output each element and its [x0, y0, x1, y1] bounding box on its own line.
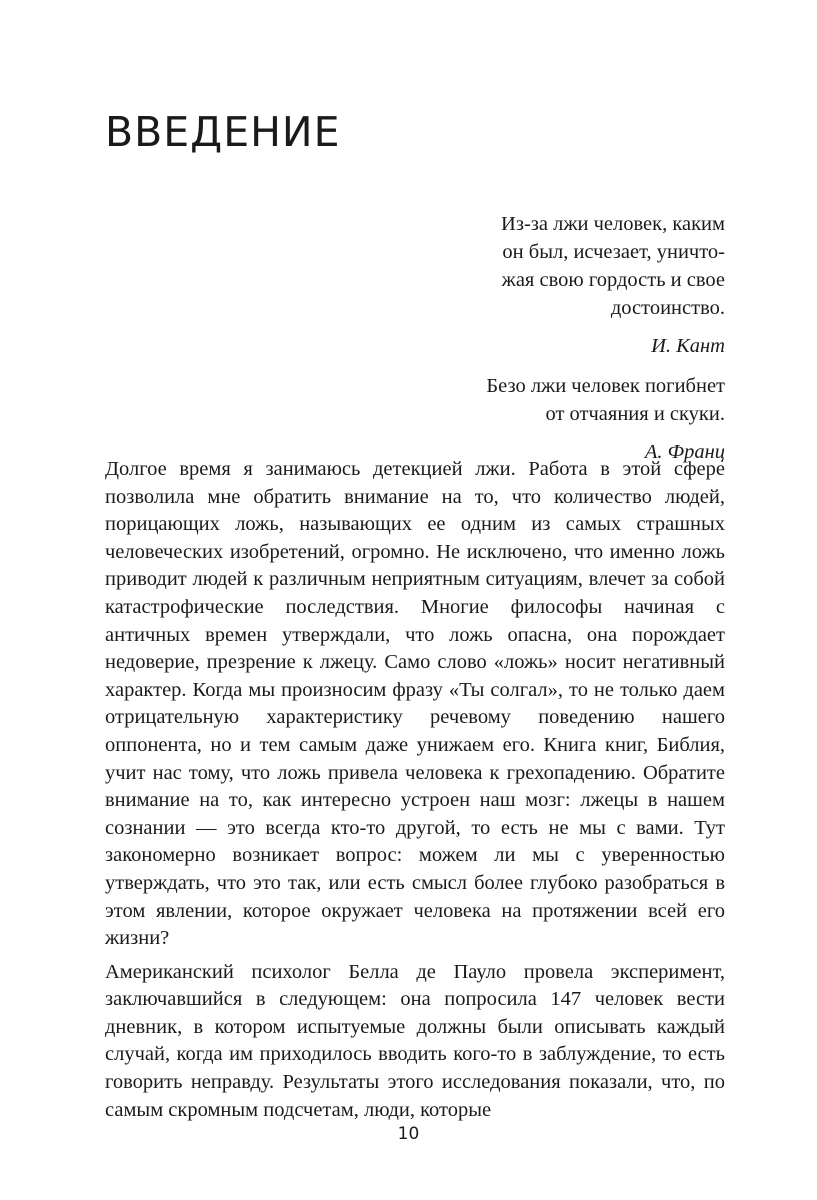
epigraphs: [105, 210, 725, 478]
body-text: [105, 456, 725, 1130]
epigraph-author-kant: И. Кант: [651, 335, 725, 357]
page-number: 10: [397, 1124, 420, 1144]
epigraph-quote-kant: Из-за лжи человек, каким он был, исчезает, уничто- жая свою гордость и свое достоинство.: [501, 213, 725, 319]
epigraph-quote-frants: Безо лжи человек погибнет от отчаяния и скуки.: [486, 375, 725, 425]
chapter-title: ВВЕДЕНИЕ: [105, 108, 341, 156]
paragraph-2: Американский психолог Белла де Пауло провела эксперимент, заключавшийся в следующем: она попросила 147 человек вести дневник, в котором испытуемые должны были описывать каждый случай, когда им приходилось вводить кого-то в заблуждение, то есть говорить неправду. Результаты этого исследования показали, что, по самым скромным подсчетам, люди, которые: [105, 960, 725, 1121]
paragraph-1: Долгое время я занимаюсь детекцией лжи. Работа в этой сфере позволила мне обратить внимание на то, что количество людей, порицающих ложь, называющих ее одним из самых страшных человеческих изобретений, огромно. Не исключено, что именно ложь приводит людей к различным неприятным ситуациям, влечет за собой катастрофические последствия. Многие философы начиная с античных времен утверждали, что ложь опасна, она порождает недоверие, презрение к лжецу. Само слово «ложь» носит негативный характер. Когда мы произносим фразу «Ты солгал», то не только даем отрицательную характеристику речевому поведению нашего оппонента, но и тем самым даже унижаем его. Книга книг, Библия, учит нас тому, что ложь привела человека к грехопадению. Обратите внимание на то, как интересно устроен наш мозг: лжецы в нашем сознании — это всегда кто-то другой, то есть не мы с вами. Тут закономерно возникает вопрос: можем ли мы с уверенностью утверждать, что это так, или есть смысл более глубоко разобраться в этом явлении, которое окружает человека на протяжении всей его жизни?: [105, 458, 725, 950]
epigraph-author-frants: А. Франц: [644, 441, 725, 463]
